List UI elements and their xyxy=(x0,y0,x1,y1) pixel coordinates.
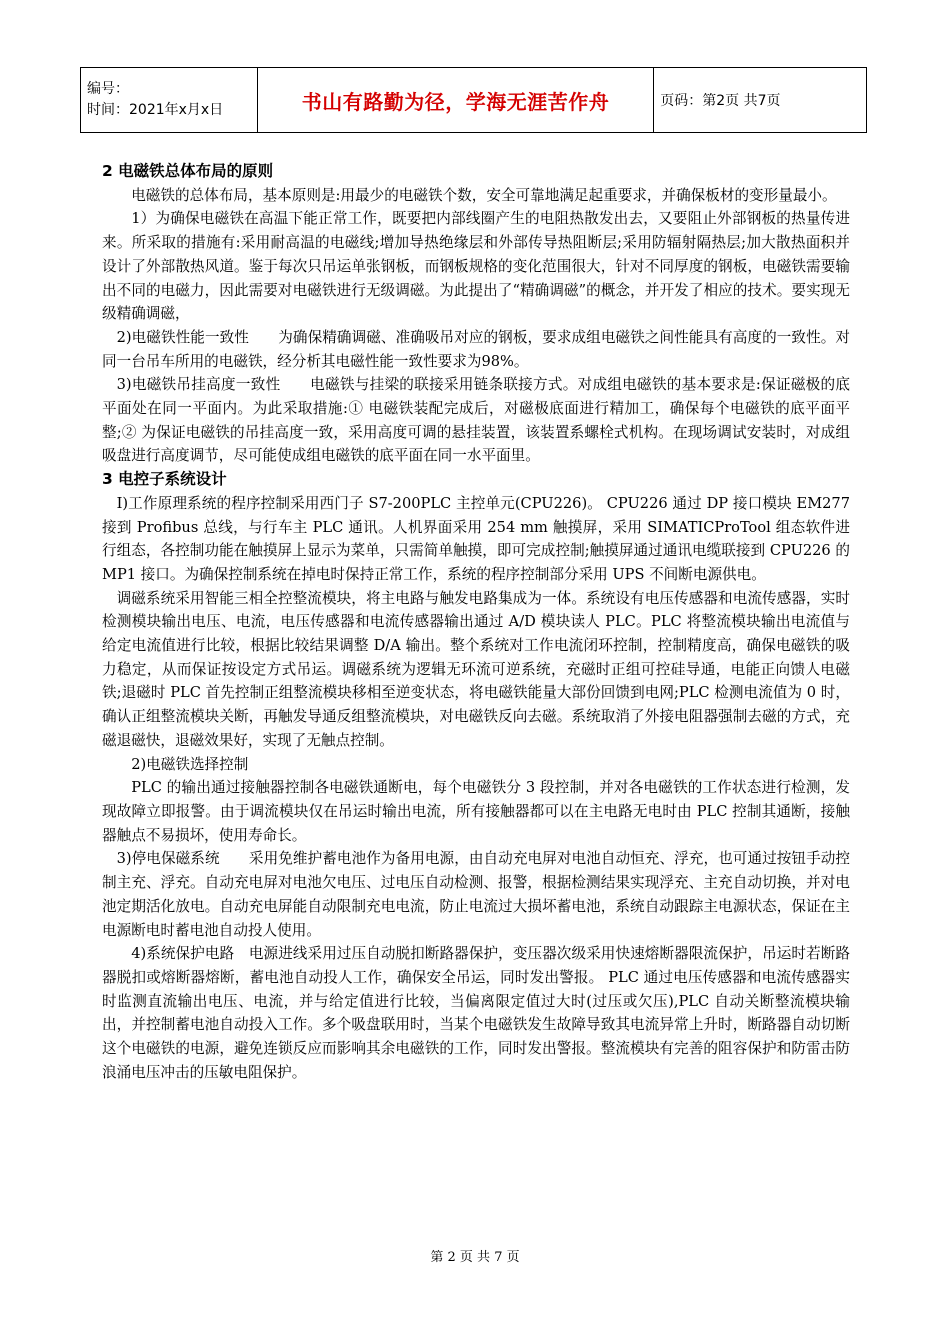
section-2-paragraph: 3)电磁铁吊挂高度一致性 电磁铁与挂梁的联接采用链条联接方式。对成组电磁铁的基本要求是:保证磁极的底平面处在同一平面内。为此采取措施:① 电磁铁装配完成后，对磁极底面进行精加工，确保每个电磁铁的底平面平整;② 为保证电磁铁的吊挂高度一致，采用高度可调的悬挂装置，该装置系螺栓式机构。在现场调试安装时，对成组吸盘进行高度调节，尽可能使成组电磁铁的底平面在同一水平面里。 xyxy=(102,376,850,465)
page-footer: 第 2 页 共 7 页 xyxy=(430,1250,520,1265)
header-motto: 书山有路勤为径，学海无涯苦作舟 xyxy=(257,68,653,133)
section-3-paragraph: 3)停电保磁系统 采用免维护蓄电池作为备用电源，由自动充电屏对电池自动恒充、浮充，也可通过按钮手动控制主充、浮充。自动充电屏对电池欠电压、过电压自动检测、报警，根据检测结果实现浮充、主充自动切换，并对电池定期活化放电。自动充电屏能自动限制充电电流，防止电流过大损坏蓄电池，系统自动跟踪主电源状态，保证在主电源断电时蓄电池自动投人使用。 xyxy=(102,850,850,939)
section-2-paragraph: 1）为确保电磁铁在高温下能正常工作，既要把内部线圈产生的电阻热散发出去，又要阻止外部钢板的热量传进来。所采取的措施有:采用耐高温的电磁线;增加导热绝缘层和外部传导热阻断层;采用防辐射隔热层;加大散热面积并设计了外部散热风道。鉴于每次只吊运单张钢板，而钢板规格的变化范围很大，针对不同厚度的钢板，电磁铁需要输出不同的电磁力，因此需要对电磁铁进行无级调磁。为此提出了“精确调磁”的概念，并开发了相应的技术。要实现无级精确调磁， xyxy=(102,210,850,323)
section-3-heading: 3 电控子系统设计 xyxy=(102,470,227,489)
section-2-heading: 2 电磁铁总体布局的原则 xyxy=(102,162,274,180)
section-3-paragraph: I)工作原理系统的程序控制采用西门子 S7-200PLC 主控单元(CPU226)。 CPU226 通过 DP 接口模块 EM277 接到 Profibus 总线，与行车主 PLC 通讯。人机界面采用 254 mm 触摸屏，采用 SIMATICProTool 组态软件进行组态，各控制功能在触摸屏上显示为菜单，只需简单触摸，即可完成控制;触摸屏通过通讯电缆联接到 CPU226 的 MP1 接口。为确保控制系统在掉电时保持正常工作，系统的程序控制部分采用 UPS 不间断电源供电。 xyxy=(102,494,850,583)
document-date-label: 时间：2021年x月x日 xyxy=(87,102,224,118)
header-page-label: 页码：第2页 共7页 xyxy=(654,68,867,133)
section-3-paragraph: 4)系统保护电路 电源进线采用过压自动脱扣断路器保护，变压器次级采用快速熔断器限流保护，吊运时若断路器脱扣或熔断器熔断，蓄电池自动投人工作，确保安全吊运，同时发出警报。 PLC 通过电压传感器和电流传感器实时监测直流输出电压、电流，并与给定值进行比较，当偏离限定值过大时(过压或欠压),PLC 自动关断整流模块输出，并控制蓄电池自动投入工作。多个吸盘联用时，当某个电磁铁发生故障导致其电流异常上升时，断路器自动切断这个电磁铁的电源，避免连锁反应而影响其余电磁铁的工作，同时发出警报。整流模块有完善的阻容保护和防雷击防浪涌电压冲击的压敏电阻保护。 xyxy=(102,945,850,1081)
section-3-paragraph: 调磁系统采用智能三相全控整流模块，将主电路与触发电路集成为一体。系统设有电压传感器和电流传感器，实时检测模块输出电压、电流，电压传感器和电流传感器输出通过 A/D 模块读人 PLC。PLC 将整流模块输出电流值与给定电流值进行比较，根据比较结果调整 D/A 输出。整个系统对工作电流闭环控制，控制精度高，确保电磁铁的吸力稳定，从而保证按设定方式吊运。调磁系统为逻辑无环流可逆系统，充磁时正组可控硅导通，电能正向馈人电磁铁;退磁时 PLC 首先控制正组整流模块移相至逆变状态，将电磁铁能量大部份回馈到电网;PLC 检测电流值为 0 时，确认正组整流模块关断，再触发导通反组整流模块，对电磁铁反向去磁。系统取消了外接电阻器强制去磁的方式，充磁退磁快，退磁效果好，实现了无触点控制。 xyxy=(102,589,850,749)
section-3-paragraph: PLC 的输出通过接触器控制各电磁铁通断电，每个电磁铁分 3 段控制，并对各电磁铁的工作状态进行检测，发现故障立即报警。由于调流模块仅在吊运时输出电流，所有接触器都可以在主电路无电时由 PLC 控制其通断，接触器触点不易损坏，使用寿命长。 xyxy=(102,779,850,844)
section-2-paragraph: 2)电磁铁性能一致性 为确保精确调磁、准确吸吊对应的钢板，要求成组电磁铁之间性能具有高度的一致性。对同一台吊车所用的电磁铁，经分析其电磁性能一致性要求为98%。 xyxy=(102,328,850,370)
section-3-subheading: 2)电磁铁选择控制 xyxy=(131,755,249,773)
section-2-paragraph: 电磁铁的总体布局，基本原则是:用最少的电磁铁个数，安全可靠地满足起重要求，并确保板材的变形量最小。 xyxy=(131,186,837,204)
document-body xyxy=(102,160,850,1084)
document-number-label: 编号： xyxy=(87,81,129,97)
page-header xyxy=(80,67,867,133)
header-meta-cell xyxy=(81,68,258,133)
